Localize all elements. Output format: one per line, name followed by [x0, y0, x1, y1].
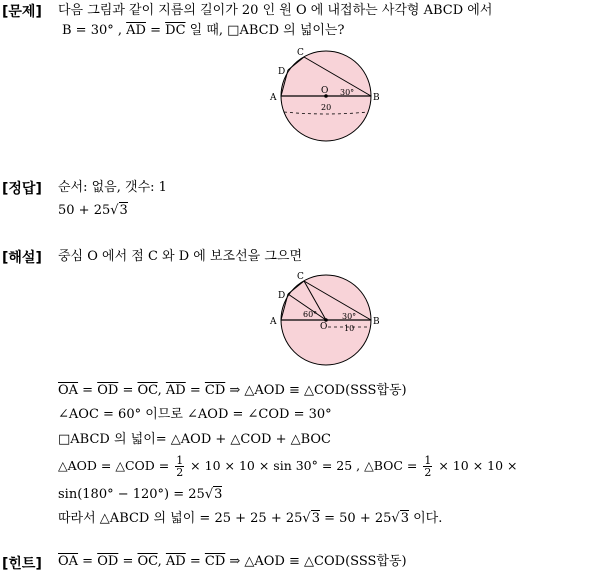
solution-line-6: 따라서 △ABCD 의 넓이 = 25 + 25 + 25√3 = 50 + 25√3 이다.: [58, 511, 443, 526]
problem-line-2: B = 30° , $\overline{AD} = \overline{DC}$ 일 때, □ABCD 의 넓이는?: [62, 23, 345, 38]
problem-label: [문제]: [2, 4, 42, 20]
solution-line-2: ∠AOC = 60° 이므로 ∠AOD = ∠COD = 30°: [58, 407, 332, 422]
label-o: O: [320, 322, 328, 332]
label-o: O: [321, 86, 329, 96]
label-c: C: [297, 272, 304, 282]
label-angle: 30°: [340, 88, 355, 97]
solution-line-3: □ABCD 의 넓이= △AOD + △COD + △BOC: [58, 432, 332, 447]
fraction-half: $\frac{1}{2}$: [176, 454, 184, 479]
hint-line: $\overline{OA} = \overline{OD} = \overline{OC}$, $\overline{AD} = \overline{CD}$ ⇒ △AOD ≡ △COD(SSS합동): [58, 554, 407, 569]
label-a: A: [270, 93, 277, 103]
answer-line-1: 순서: 없음, 갯수: 1: [58, 180, 167, 195]
label-angle-60: 60°: [303, 310, 318, 319]
label-a: A: [270, 317, 277, 327]
label-angle-30: 30°: [342, 312, 357, 321]
label-length: 20: [321, 103, 332, 112]
answer-label: [정답]: [2, 181, 42, 197]
problem-figure: [266, 44, 386, 148]
solution-line-4: △AOD = △COD = $\frac{1}{2}$ × 10 × 10 × sin 30° = 25 , △BOC = $\frac{1}{2}$ × 10 × 10 ×: [58, 454, 518, 479]
problem-line-1: 다음 그림과 같이 지름의 길이가 20 인 원 O 에 내접하는 사각형 ABCD 에서: [58, 3, 493, 18]
solution-intro: 중심 O 에서 점 C 와 D 에 보조선을 그으면: [58, 249, 303, 264]
hint-label: [힌트]: [2, 556, 42, 572]
solution-figure: [266, 270, 386, 370]
label-d: D: [278, 291, 286, 301]
label-d: D: [278, 67, 286, 77]
solution-line-5: sin(180° − 120°) = 25√3: [58, 487, 223, 502]
solution-line-1: $\overline{OA} = \overline{OD} = \overline{OC}$, $\overline{AD} = \overline{CD}$ ⇒ △AOD ≡ △COD(SSS합동): [58, 383, 407, 398]
label-b: B: [373, 317, 380, 327]
answer-line-2: 50 + 25√3: [58, 203, 128, 218]
label-c: C: [297, 48, 304, 58]
label-length: 10: [344, 324, 355, 333]
label-b: B: [373, 93, 380, 103]
solution-label: [해설]: [2, 250, 42, 266]
fraction-half-2: $\frac{1}{2}$: [424, 454, 432, 479]
